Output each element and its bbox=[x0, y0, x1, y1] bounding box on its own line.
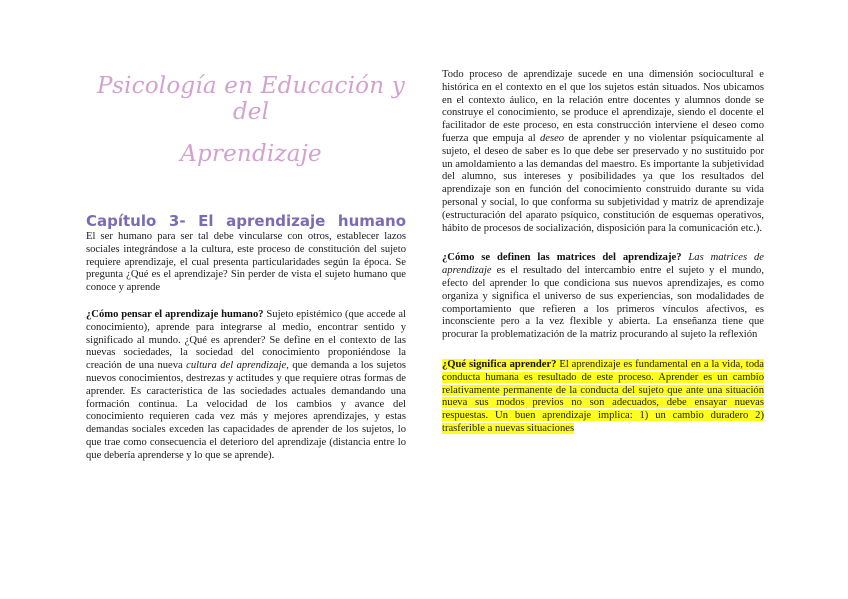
paragraph-text: , que demanda a los sujetos nuevos conocimientos, destrezas y actitudes y que requiere otras formas de aprender. Es característica de las sociedades actuales demandando una formación continua. La velocidad de los cambios y avance del conocimiento requieren cada vez más y mejores aprendizajes, y estas demandas sociales exceden las capacidades de aprender de los sujetos, lo que trae como consecuencia el deterioro del aprendizaje (distancia entre lo que debería aprenderse y lo que se aprende). bbox=[86, 360, 407, 461]
paragraph-text: es el resultado del intercambio entre el sujeto y el mundo, efecto del aprender lo que condiciona sus nuevos aprendizajes, es como organiza y significa el universo de sus experiencias, son modalidades de comportamiento que refieren a los primeros vínculos afectivos, es inconsciente pero a la vez flexible y abierta. La enseñanza tiene que procurar la problematización de la matriz procurando al sujeto la reflexión bbox=[442, 265, 764, 341]
paragraph-heading: ¿Qué significa aprender? bbox=[442, 358, 557, 370]
left-column bbox=[86, 231, 406, 463]
paragraph-text: Todo proceso de aprendizaje sucede en una dimensión sociocultural e histórica en el contexto en el que los sujetos están situados. Nos ubicamos en el contexto áulico, en la relación entre docentes y alumnos donde se construye el conocimiento, se produce el aprendizaje, siendo el docente el facilitador de este proceso, en esta construcción interviene el deseo como fuerza que empuja al bbox=[442, 69, 764, 144]
chapter-word: El bbox=[198, 212, 214, 230]
paragraph-italic: cultura del aprendizaje bbox=[186, 360, 287, 372]
chapter-heading bbox=[86, 212, 406, 230]
paragraph-sociocultural bbox=[442, 69, 764, 235]
paragraph-learning-thought bbox=[86, 309, 406, 463]
document-title-line-2: Aprendizaje bbox=[180, 141, 322, 167]
paragraph-heading: ¿Cómo pensar el aprendizaje humano? bbox=[86, 308, 264, 320]
chapter-word: humano bbox=[337, 212, 406, 230]
chapter-word: Capítulo bbox=[86, 212, 157, 230]
paragraph-text: de aprender y no violentar psíquicamente al sujeto, el deseo de saber es lo que debe ser preservado y no sustituido por un amoldamiento a las demandas del maestro. Es importante la subjetividad del alumno, sus intereses y posibilidades ya que los resultados del aprendizaje son en función del conocimiento construido durante su vida personal y social, lo que conforma su subjetividad y matriz de aprendizaje (estructuración del aparato psíquico, constitución de esquemas operativos, hábito de procesos de socialización, disposición para la comunicación etc.). bbox=[442, 132, 764, 234]
right-column bbox=[442, 69, 764, 436]
paragraph-text: Sujeto epistémico (que accede al conocimiento), aprende para integrarse al medio, encontrar sentido y significado al mundo. ¿Qué es aprender? Se define en el contexto de las nuevas sociedades, la sociedad del conocimiento proponiéndose la creación de una nueva bbox=[86, 308, 406, 372]
paragraph-italic: Las matrices de aprendizaje bbox=[442, 252, 764, 277]
paragraph-what-is-learning bbox=[442, 359, 764, 436]
chapter-word: aprendizaje bbox=[226, 212, 326, 230]
paragraph-text: El aprendizaje es fundamental en a la vida, toda conducta humana es resultado de este proceso. Aprender es un cambio relativamente permanente de la conducta del sujeto que ante una situación nueva sus modos previos no son adecuados, debe ensayar nuevas respuestas. Un buen aprendizaje implica: 1) un cambio duradero 2) trasferible a nuevas situaciones bbox=[442, 358, 765, 434]
highlighted-text bbox=[442, 359, 764, 434]
paragraph-italic: deseo bbox=[539, 132, 565, 144]
document-title-line-1: Psicología en Educación y del bbox=[97, 73, 405, 125]
paragraph-heading: ¿Cómo se definen las matrices del aprendizaje? bbox=[442, 252, 682, 264]
paragraph-matrices bbox=[442, 252, 764, 342]
paragraph-intro: El ser humano para ser tal debe vincularse con otros, establecer lazos sociales integrándose a la cultura, este proceso de constitución del sujeto requiere aprendizaje, el cual presenta particularidades según la época. Se pregunta ¿Qué es el aprendizaje? Sin perder de vista el sujeto humano que conoce y aprende bbox=[86, 231, 406, 294]
chapter-word: 3- bbox=[168, 212, 186, 230]
